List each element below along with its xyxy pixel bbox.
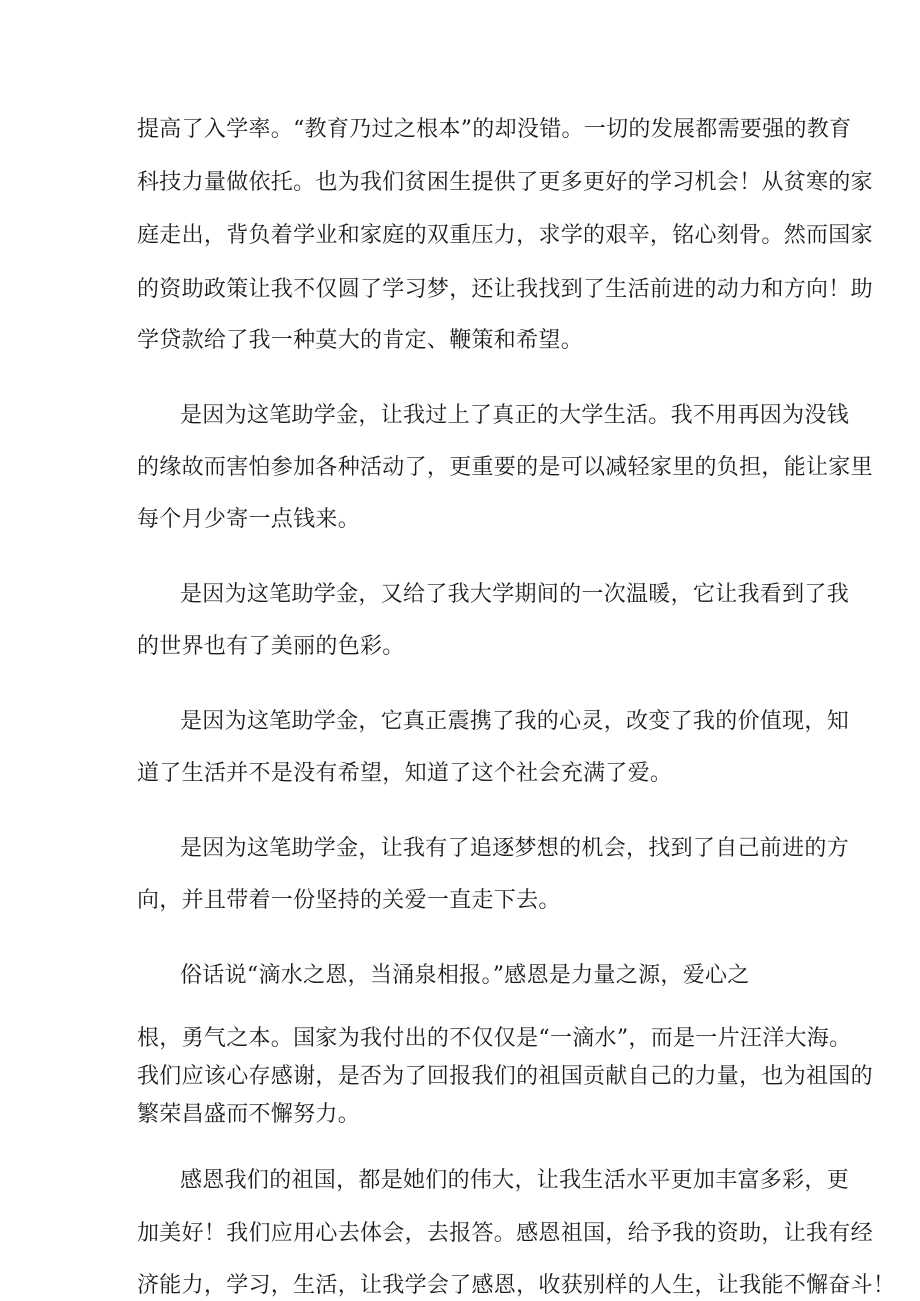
paragraph-3-line-2: 的世界也有了美丽的色彩。 [137,634,405,659]
paragraph-3-line-1: 是因为这笔助学金，又给了我大学期间的一次温暖，它让我看到了我 [180,582,850,607]
paragraph-6-line-3: 我们应该心存感谢，是否为了回报我们的祖国贡献自己的力量，也为祖国的 [137,1064,873,1089]
paragraph-4-line-1: 是因为这笔助学金，它真正震携了我的心灵，改变了我的价值现，知 [180,709,850,734]
paragraph-7-line-1: 感恩我们的祖国，都是她们的伟大，让我生活水平更加丰富多彩，更 [180,1168,850,1193]
paragraph-1-line-1: 提高了入学率。“教育乃过之根本”的却没错。一切的发展都需要强的教育 [137,117,852,142]
paragraph-5-line-2: 向，并且带着一份坚持的关爱一直走下去。 [137,888,561,913]
paragraph-2-line-2: 的缘故而害怕参加各种活动了，更重要的是可以减轻家里的负担，能让家里 [137,455,873,480]
paragraph-1-line-3: 庭走出，背负着学业和家庭的双重压力，求学的艰辛，铭心刻骨。然而国家 [137,223,873,248]
paragraph-1-line-5: 学贷款给了我一种莫大的肯定、鞭策和希望。 [137,328,584,353]
paragraph-5-line-1: 是因为这笔助学金，让我有了追逐梦想的机会，找到了自己前进的方 [180,836,850,861]
paragraph-6-line-1: 俗话说“滴水之恩，当涌泉相报。”感恩是力量之源，爱心之 [180,963,750,988]
paragraph-6-line-4: 繁荣昌盛而不懈努力。 [137,1102,361,1127]
paragraph-2-line-3: 每个月少寄一点钱来。 [137,507,361,532]
paragraph-1-line-4: 的资助政策让我不仅圆了学习梦，还让我找到了生活前进的动力和方向！助 [137,277,873,302]
paragraph-6-line-2: 根，勇气之本。国家为我付出的不仅仅是“一滴水”，而是一片汪洋大海。 [137,1026,852,1051]
paragraph-4-line-2: 道了生活并不是没有希望，知道了这个社会充满了爱。 [137,761,673,786]
paragraph-7-line-3: 济能力，学习，生活，让我学会了感恩，收获别样的人生，让我能不懈奋斗！ [137,1273,896,1298]
paragraph-2-line-1: 是因为这笔助学金，让我过上了真正的大学生活。我不用再因为没钱 [180,403,850,428]
paragraph-7-line-2: 加美好！我们应用心去体会，去报答。感恩祖国，给予我的资助，让我有经 [137,1221,873,1246]
paragraph-1-line-2: 科技力量做依托。也为我们贫困生提供了更多更好的学习机会！从贫寒的家 [137,170,873,195]
